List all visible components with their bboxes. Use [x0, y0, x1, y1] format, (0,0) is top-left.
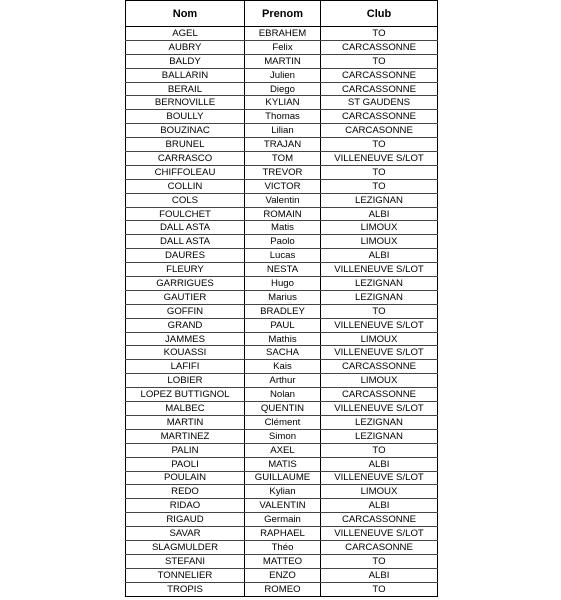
- cell-nom: STEFANI: [126, 554, 245, 568]
- table-row: [126, 27, 438, 41]
- table-row: [126, 402, 438, 416]
- table-row: [126, 290, 438, 304]
- table-row: [126, 540, 438, 554]
- cell-club: TO: [321, 54, 438, 68]
- cell-club: VILLENEUVE S/LOT: [321, 263, 438, 277]
- table-row: [126, 443, 438, 457]
- cell-nom: RIGAUD: [126, 513, 245, 527]
- table-row: [126, 485, 438, 499]
- table-row: [126, 527, 438, 541]
- roster-body: [126, 27, 438, 597]
- cell-nom: DAURES: [126, 249, 245, 263]
- cell-prenom: Kais: [245, 360, 321, 374]
- cell-nom: BOUZINAC: [126, 124, 245, 138]
- cell-nom: MARTIN: [126, 415, 245, 429]
- cell-prenom: Felix: [245, 40, 321, 54]
- cell-nom: GRAND: [126, 318, 245, 332]
- table-row: [126, 110, 438, 124]
- table-row: [126, 415, 438, 429]
- cell-prenom: Simon: [245, 429, 321, 443]
- cell-prenom: Théo: [245, 540, 321, 554]
- cell-prenom: QUENTIN: [245, 402, 321, 416]
- table-row: [126, 318, 438, 332]
- cell-prenom: EBRAHEM: [245, 27, 321, 41]
- header-row: [126, 1, 438, 27]
- cell-nom: SAVAR: [126, 527, 245, 541]
- cell-club: TO: [321, 443, 438, 457]
- cell-prenom: Paolo: [245, 235, 321, 249]
- cell-club: LEZIGNAN: [321, 193, 438, 207]
- cell-club: TO: [321, 554, 438, 568]
- cell-prenom: SACHA: [245, 346, 321, 360]
- cell-club: VILLENEUVE S/LOT: [321, 318, 438, 332]
- cell-nom: BRUNEL: [126, 138, 245, 152]
- table-row: [126, 332, 438, 346]
- column-header-club: Club: [321, 1, 438, 27]
- cell-nom: KOUASSI: [126, 346, 245, 360]
- cell-nom: BALLARIN: [126, 68, 245, 82]
- cell-nom: BERNOVILLE: [126, 96, 245, 110]
- cell-nom: MARTINEZ: [126, 429, 245, 443]
- cell-nom: JAMMES: [126, 332, 245, 346]
- cell-club: TO: [321, 304, 438, 318]
- cell-nom: REDO: [126, 485, 245, 499]
- table-row: [126, 304, 438, 318]
- cell-prenom: MATTEO: [245, 554, 321, 568]
- cell-club: CARCASSONNE: [321, 360, 438, 374]
- table-row: [126, 346, 438, 360]
- cell-nom: LOPEZ BUTTIGNOL: [126, 388, 245, 402]
- cell-nom: COLS: [126, 193, 245, 207]
- cell-nom: GOFFIN: [126, 304, 245, 318]
- table-row: [126, 82, 438, 96]
- cell-club: CARCASONNE: [321, 124, 438, 138]
- cell-club: VILLENEUVE S/LOT: [321, 471, 438, 485]
- cell-nom: GAUTIER: [126, 290, 245, 304]
- cell-prenom: Nolan: [245, 388, 321, 402]
- cell-club: VILLENEUVE S/LOT: [321, 152, 438, 166]
- cell-prenom: Lilian: [245, 124, 321, 138]
- cell-prenom: Valentin: [245, 193, 321, 207]
- cell-nom: MALBEC: [126, 402, 245, 416]
- cell-nom: POULAIN: [126, 471, 245, 485]
- cell-prenom: TOM: [245, 152, 321, 166]
- table-row: [126, 124, 438, 138]
- cell-club: TO: [321, 582, 438, 596]
- roster-sheet: [125, 0, 438, 597]
- cell-nom: TROPIS: [126, 582, 245, 596]
- cell-nom: DALL ASTA: [126, 235, 245, 249]
- cell-prenom: Hugo: [245, 277, 321, 291]
- cell-club: CARCASSONNE: [321, 40, 438, 54]
- table-row: [126, 582, 438, 596]
- cell-prenom: Matis: [245, 221, 321, 235]
- cell-nom: FOULCHET: [126, 207, 245, 221]
- table-row: [126, 513, 438, 527]
- cell-club: ALBI: [321, 457, 438, 471]
- cell-club: ST GAUDENS: [321, 96, 438, 110]
- cell-nom: LAFIFI: [126, 360, 245, 374]
- cell-prenom: Mathis: [245, 332, 321, 346]
- cell-nom: COLLIN: [126, 179, 245, 193]
- column-header-prenom: Prenom: [245, 1, 321, 27]
- cell-prenom: RAPHAEL: [245, 527, 321, 541]
- table-row: [126, 360, 438, 374]
- table-row: [126, 54, 438, 68]
- cell-prenom: VALENTIN: [245, 499, 321, 513]
- cell-club: TO: [321, 165, 438, 179]
- cell-club: LEZIGNAN: [321, 415, 438, 429]
- column-header-nom: Nom: [126, 1, 245, 27]
- cell-club: LIMOUX: [321, 221, 438, 235]
- cell-prenom: KYLIAN: [245, 96, 321, 110]
- table-row: [126, 499, 438, 513]
- cell-prenom: VICTOR: [245, 179, 321, 193]
- cell-prenom: Thomas: [245, 110, 321, 124]
- cell-prenom: Lucas: [245, 249, 321, 263]
- cell-club: VILLENEUVE S/LOT: [321, 402, 438, 416]
- table-row: [126, 193, 438, 207]
- table-row: [126, 40, 438, 54]
- cell-club: TO: [321, 179, 438, 193]
- cell-prenom: Arthur: [245, 374, 321, 388]
- table-row: [126, 277, 438, 291]
- cell-club: ALBI: [321, 499, 438, 513]
- cell-prenom: PAUL: [245, 318, 321, 332]
- cell-club: CARCASSONNE: [321, 388, 438, 402]
- cell-prenom: Germain: [245, 513, 321, 527]
- table-row: [126, 165, 438, 179]
- cell-nom: DALL ASTA: [126, 221, 245, 235]
- table-row: [126, 554, 438, 568]
- cell-club: CARCASSONNE: [321, 68, 438, 82]
- table-row: [126, 179, 438, 193]
- table-row: [126, 374, 438, 388]
- table-row: [126, 249, 438, 263]
- table-row: [126, 568, 438, 582]
- cell-club: ALBI: [321, 568, 438, 582]
- cell-nom: RIDAO: [126, 499, 245, 513]
- cell-club: LIMOUX: [321, 332, 438, 346]
- cell-prenom: Marius: [245, 290, 321, 304]
- cell-club: LIMOUX: [321, 374, 438, 388]
- cell-nom: BALDY: [126, 54, 245, 68]
- cell-prenom: GUILLAUME: [245, 471, 321, 485]
- cell-club: CARCASSONNE: [321, 110, 438, 124]
- table-row: [126, 263, 438, 277]
- cell-nom: AGEL: [126, 27, 245, 41]
- cell-nom: GARRIGUES: [126, 277, 245, 291]
- cell-prenom: MATIS: [245, 457, 321, 471]
- table-row: [126, 68, 438, 82]
- table-row: [126, 221, 438, 235]
- cell-nom: CHIFFOLEAU: [126, 165, 245, 179]
- cell-nom: PALIN: [126, 443, 245, 457]
- cell-prenom: NESTA: [245, 263, 321, 277]
- cell-club: LIMOUX: [321, 235, 438, 249]
- table-row: [126, 429, 438, 443]
- cell-nom: LOBIER: [126, 374, 245, 388]
- cell-club: VILLENEUVE S/LOT: [321, 527, 438, 541]
- cell-prenom: Julien: [245, 68, 321, 82]
- cell-nom: CARRASCO: [126, 152, 245, 166]
- cell-nom: PAOLI: [126, 457, 245, 471]
- cell-club: TO: [321, 138, 438, 152]
- table-row: [126, 96, 438, 110]
- cell-club: CARCASSONNE: [321, 82, 438, 96]
- table-row: [126, 235, 438, 249]
- cell-nom: FLEURY: [126, 263, 245, 277]
- cell-prenom: BRADLEY: [245, 304, 321, 318]
- cell-club: LIMOUX: [321, 485, 438, 499]
- cell-prenom: TRAJAN: [245, 138, 321, 152]
- cell-club: CARCASONNE: [321, 540, 438, 554]
- cell-nom: BOULLY: [126, 110, 245, 124]
- cell-prenom: MARTIN: [245, 54, 321, 68]
- cell-club: TO: [321, 27, 438, 41]
- cell-prenom: Clément: [245, 415, 321, 429]
- cell-club: ALBI: [321, 207, 438, 221]
- cell-nom: TONNELIER: [126, 568, 245, 582]
- cell-club: VILLENEUVE S/LOT: [321, 346, 438, 360]
- table-row: [126, 152, 438, 166]
- roster-table: [125, 0, 438, 597]
- cell-club: LEZIGNAN: [321, 429, 438, 443]
- cell-prenom: ROMAIN: [245, 207, 321, 221]
- cell-prenom: ENZO: [245, 568, 321, 582]
- cell-club: LEZIGNAN: [321, 277, 438, 291]
- cell-prenom: Diego: [245, 82, 321, 96]
- cell-nom: BERAIL: [126, 82, 245, 96]
- cell-club: CARCASSONNE: [321, 513, 438, 527]
- cell-nom: AUBRY: [126, 40, 245, 54]
- cell-prenom: Kylian: [245, 485, 321, 499]
- cell-prenom: ROMEO: [245, 582, 321, 596]
- cell-club: LEZIGNAN: [321, 290, 438, 304]
- table-row: [126, 388, 438, 402]
- table-row: [126, 207, 438, 221]
- cell-prenom: TREVOR: [245, 165, 321, 179]
- table-row: [126, 457, 438, 471]
- table-row: [126, 138, 438, 152]
- table-row: [126, 471, 438, 485]
- cell-club: ALBI: [321, 249, 438, 263]
- cell-nom: SLAGMULDER: [126, 540, 245, 554]
- cell-prenom: AXEL: [245, 443, 321, 457]
